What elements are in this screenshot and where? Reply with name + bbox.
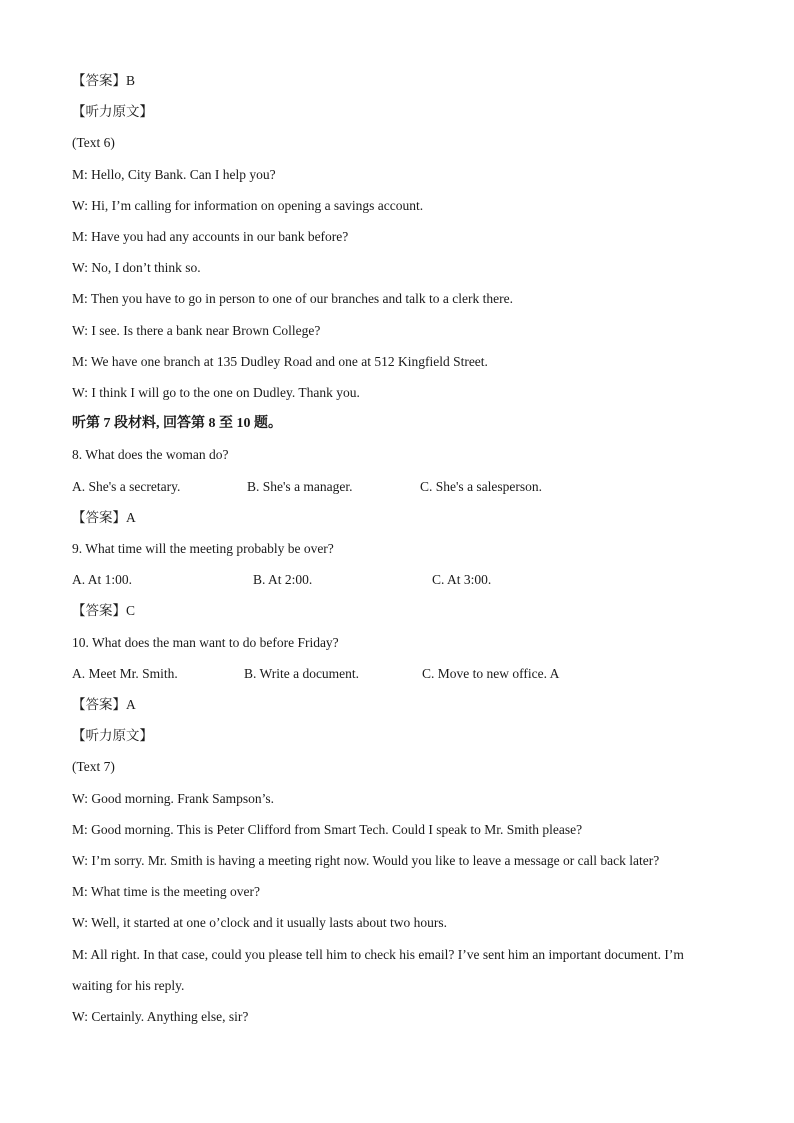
option-c: C. She's a salesperson. bbox=[420, 478, 543, 494]
dialogue-line: W: I think I will go to the one on Dudley. Thank you. bbox=[72, 385, 360, 401]
dialogue-line: W: Well, it started at one o’clock and it usually lasts about two hours. bbox=[72, 915, 447, 931]
question-10: 10. What does the man want to do before Friday? bbox=[72, 634, 339, 650]
dialogue-line: M: Good morning. This is Peter Clifford from Smart Tech. Could I speak to Mr. Smith please? bbox=[72, 821, 583, 837]
dialogue-line: M: Hello, City Bank. Can I help you? bbox=[72, 166, 276, 182]
question-10-options bbox=[72, 658, 722, 689]
document-page bbox=[72, 65, 722, 1032]
option-c: C. At 3:00. bbox=[432, 572, 492, 588]
text-label: (Text 7) bbox=[72, 759, 115, 775]
option-a: A. Meet Mr. Smith. bbox=[72, 665, 178, 681]
question-9: 9. What time will the meeting probably be over? bbox=[72, 541, 334, 557]
dialogue-line: M: All right. In that case, could you please tell him to check his email? I’ve sent him an important document. I’m bbox=[72, 946, 684, 962]
question-8-options bbox=[72, 471, 722, 502]
dialogue-line: W: Good morning. Frank Sampson’s. bbox=[72, 790, 274, 806]
dialogue-line: W: I’m sorry. Mr. Smith is having a meeting right now. Would you like to leave a message or call back later? bbox=[72, 853, 660, 869]
answer-label: 【答案】B bbox=[72, 73, 136, 88]
answer-label: 【答案】A bbox=[72, 509, 136, 525]
option-b: B. She's a manager. bbox=[247, 478, 353, 494]
transcript-heading: 【听力原文】 bbox=[72, 104, 153, 120]
question-9-options bbox=[72, 564, 722, 595]
option-b: B. Write a document. bbox=[244, 665, 360, 681]
dialogue-line: W: Hi, I’m calling for information on opening a savings account. bbox=[72, 197, 424, 213]
dialogue-line: M: Have you had any accounts in our bank before? bbox=[72, 229, 349, 245]
answer-label: 【答案】C bbox=[72, 603, 136, 619]
dialogue-line: M: Then you have to go in person to one of our branches and talk to a clerk there. bbox=[72, 291, 513, 307]
dialogue-line: W: I see. Is there a bank near Brown College? bbox=[72, 322, 321, 338]
transcript-heading: 【听力原文】 bbox=[72, 728, 153, 744]
dialogue-line: M: What time is the meeting over? bbox=[72, 884, 260, 900]
answer-label: 【答案】A bbox=[72, 697, 136, 713]
option-c: C. Move to new office. A bbox=[422, 665, 560, 681]
option-a: A. She's a secretary. bbox=[72, 478, 181, 494]
dialogue-line: W: Certainly. Anything else, sir? bbox=[72, 1009, 249, 1025]
option-a: A. At 1:00. bbox=[72, 572, 133, 588]
text-label: (Text 6) bbox=[72, 135, 115, 151]
dialogue-line-continued: waiting for his reply. bbox=[72, 977, 185, 993]
dialogue-line: W: No, I don’t think so. bbox=[72, 260, 201, 276]
question-8: 8. What does the woman do? bbox=[72, 447, 229, 463]
option-b: B. At 2:00. bbox=[253, 572, 313, 588]
dialogue-line: M: We have one branch at 135 Dudley Road and one at 512 Kingfield Street. bbox=[72, 353, 488, 369]
section-instruction: 听第 7 段材料, 回答第 8 至 10 题。 bbox=[72, 416, 282, 432]
